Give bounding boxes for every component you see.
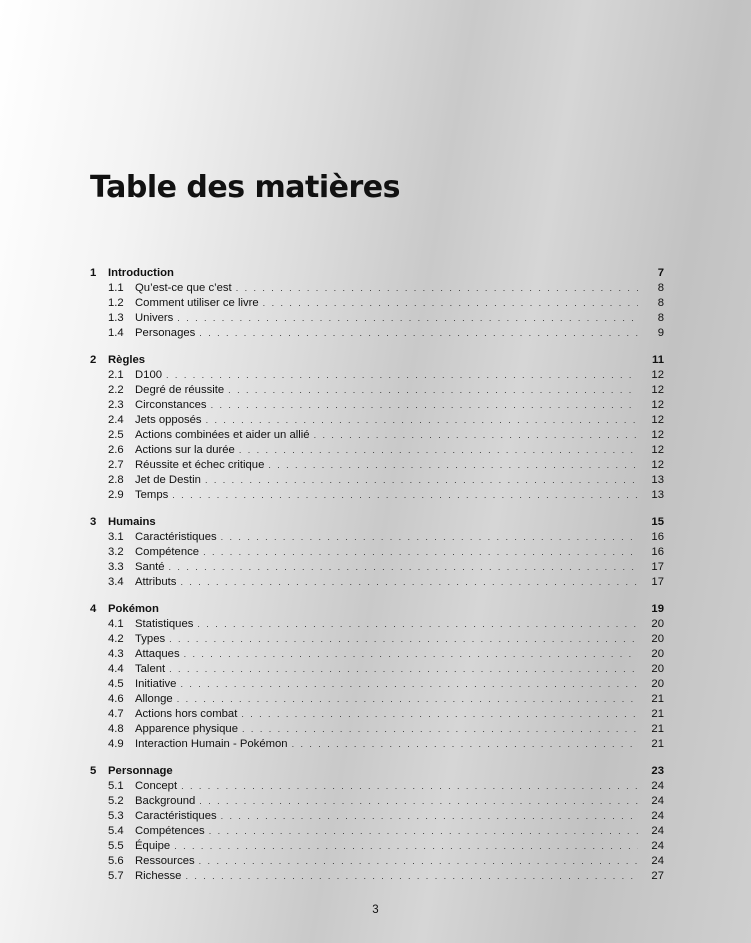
section-title: Background (135, 795, 196, 807)
dot-leader (184, 647, 638, 662)
dot-leader (169, 632, 638, 647)
section-number: 2.1 (108, 369, 124, 381)
section-number: 2.3 (108, 399, 124, 411)
toc-section-entry[interactable] (90, 413, 664, 428)
section-page: 24 (651, 855, 664, 867)
dot-leader (228, 383, 638, 398)
section-title: Circonstances (135, 399, 207, 411)
chapter-page: 15 (651, 516, 664, 528)
section-number: 2.7 (108, 459, 124, 471)
dot-leader (292, 737, 638, 752)
section-number: 5.4 (108, 825, 124, 837)
toc-section-entry[interactable] (90, 677, 664, 692)
chapter-number: 5 (90, 765, 97, 777)
toc-chapter (90, 353, 664, 503)
section-number: 4.5 (108, 678, 124, 690)
section-page: 20 (651, 618, 664, 630)
dot-leader (169, 662, 638, 677)
section-title: Apparence physique (135, 723, 239, 735)
section-title: Talent (135, 663, 166, 675)
section-number: 3.3 (108, 561, 124, 573)
dot-leader (177, 692, 638, 707)
section-page: 16 (651, 546, 664, 558)
toc-chapter (90, 602, 664, 752)
section-title: Comment utiliser ce livre (135, 297, 259, 309)
section-number: 4.1 (108, 618, 124, 630)
dot-leader (203, 545, 638, 560)
toc-section-entry[interactable] (90, 326, 664, 341)
dot-leader (181, 779, 638, 794)
section-page: 12 (651, 399, 664, 411)
section-title: Initiative (135, 678, 177, 690)
toc-section-entry[interactable] (90, 854, 664, 869)
dot-leader (221, 530, 638, 545)
section-page: 12 (651, 459, 664, 471)
section-page: 17 (651, 561, 664, 573)
chapter-title: Humains (108, 516, 156, 528)
toc-section-entry[interactable] (90, 824, 664, 839)
section-number: 4.4 (108, 663, 124, 675)
toc-chapter-entry[interactable] (90, 602, 664, 617)
dot-leader (185, 869, 638, 884)
section-title: Compétence (135, 546, 200, 558)
section-number: 2.5 (108, 429, 124, 441)
section-number: 4.2 (108, 633, 124, 645)
section-number: 4.7 (108, 708, 124, 720)
section-title: Qu’est-ce que c’est (135, 282, 232, 294)
page-number: 3 (372, 904, 379, 916)
section-number: 4.9 (108, 738, 124, 750)
section-number: 2.8 (108, 474, 124, 486)
section-title: Jets opposés (135, 414, 202, 426)
section-number: 5.3 (108, 810, 124, 822)
section-title: Ressources (135, 855, 195, 867)
dot-leader (221, 809, 638, 824)
dot-leader (236, 281, 638, 296)
dot-leader (174, 839, 638, 854)
toc-section-entry[interactable] (90, 632, 664, 647)
toc-chapter (90, 266, 664, 341)
toc-section-entry[interactable] (90, 575, 664, 590)
toc-section-entry[interactable] (90, 722, 664, 737)
toc-section-entry[interactable] (90, 869, 664, 884)
section-title: Actions hors combat (135, 708, 238, 720)
section-number: 4.6 (108, 693, 124, 705)
section-number: 5.7 (108, 870, 124, 882)
section-title: Santé (135, 561, 165, 573)
section-page: 9 (657, 327, 664, 339)
section-page: 20 (651, 678, 664, 690)
section-title: D100 (135, 369, 163, 381)
section-page: 12 (651, 429, 664, 441)
toc-section-entry[interactable] (90, 662, 664, 677)
dot-leader (199, 794, 638, 809)
dot-leader (180, 575, 638, 590)
section-title: Types (135, 633, 166, 645)
section-number: 3.1 (108, 531, 124, 543)
section-page: 13 (651, 489, 664, 501)
section-page: 20 (651, 633, 664, 645)
chapter-title: Pokémon (108, 603, 159, 615)
dot-leader (241, 707, 638, 722)
section-page: 20 (651, 663, 664, 675)
toc-section-entry[interactable] (90, 794, 664, 809)
section-page: 24 (651, 840, 664, 852)
toc-chapter (90, 515, 664, 590)
dot-leader (199, 326, 638, 341)
section-page: 21 (651, 708, 664, 720)
section-number: 5.6 (108, 855, 124, 867)
chapter-page: 11 (652, 354, 664, 366)
toc-section-entry[interactable] (90, 488, 664, 503)
chapter-title: Règles (108, 354, 146, 366)
section-number: 2.4 (108, 414, 124, 426)
section-number: 5.1 (108, 780, 124, 792)
dot-leader (180, 677, 638, 692)
section-page: 12 (651, 384, 664, 396)
section-page: 12 (651, 414, 664, 426)
chapter-page: 19 (651, 603, 664, 615)
toc-section-entry[interactable] (90, 692, 664, 707)
page-title: Table des matières (90, 170, 400, 205)
section-title: Compétences (135, 825, 205, 837)
toc-chapter-entry[interactable] (90, 353, 664, 368)
chapter-page: 7 (657, 267, 664, 279)
toc-section-entry[interactable] (90, 779, 664, 794)
dot-leader (199, 854, 638, 869)
section-title: Concept (135, 780, 178, 792)
dot-leader (239, 443, 638, 458)
toc-section-entry[interactable] (90, 443, 664, 458)
toc-section-entry[interactable] (90, 839, 664, 854)
section-title: Caractéristiques (135, 810, 217, 822)
toc-section-entry[interactable] (90, 647, 664, 662)
section-page: 12 (651, 369, 664, 381)
toc-section-entry[interactable] (90, 473, 664, 488)
section-number: 3.2 (108, 546, 124, 558)
dot-leader (205, 473, 638, 488)
section-title: Actions combinées et aider un allié (135, 429, 310, 441)
toc-chapter-entry[interactable] (90, 266, 664, 281)
dot-leader (268, 458, 638, 473)
toc-section-entry[interactable] (90, 368, 664, 383)
section-title: Temps (135, 489, 169, 501)
section-page: 24 (651, 810, 664, 822)
section-number: 5.5 (108, 840, 124, 852)
section-page: 8 (657, 312, 664, 324)
toc-chapter-entry[interactable] (90, 764, 664, 779)
section-title: Actions sur la durée (135, 444, 235, 456)
chapter-number: 1 (90, 267, 97, 279)
toc-section-entry[interactable] (90, 809, 664, 824)
section-title: Caractéristiques (135, 531, 217, 543)
section-page: 13 (651, 474, 664, 486)
section-number: 3.4 (108, 576, 124, 588)
section-title: Jet de Destin (135, 474, 201, 486)
toc-section-entry[interactable] (90, 281, 664, 296)
section-page: 8 (657, 297, 664, 309)
dot-leader (242, 722, 638, 737)
dot-leader (206, 413, 638, 428)
section-page: 21 (651, 693, 664, 705)
section-title: Degré de réussite (135, 384, 225, 396)
section-number: 5.2 (108, 795, 124, 807)
section-title: Interaction Humain - Pokémon (135, 738, 288, 750)
chapter-number: 3 (90, 516, 97, 528)
section-page: 24 (651, 795, 664, 807)
section-title: Richesse (135, 870, 182, 882)
toc-section-entry[interactable] (90, 737, 664, 752)
table-of-contents (90, 266, 664, 896)
toc-section-entry[interactable] (90, 530, 664, 545)
section-title: Allonge (135, 693, 173, 705)
section-number: 4.8 (108, 723, 124, 735)
toc-chapter-entry[interactable] (90, 515, 664, 530)
section-title: Univers (135, 312, 174, 324)
dot-leader (197, 617, 638, 632)
section-page: 8 (657, 282, 664, 294)
section-page: 17 (651, 576, 664, 588)
section-number: 1.3 (108, 312, 124, 324)
toc-section-entry[interactable] (90, 398, 664, 413)
section-number: 2.2 (108, 384, 124, 396)
chapter-number: 2 (90, 354, 97, 366)
toc-section-entry[interactable] (90, 617, 664, 632)
section-page: 12 (651, 444, 664, 456)
section-page: 24 (651, 825, 664, 837)
dot-leader (177, 311, 638, 326)
dot-leader (263, 296, 638, 311)
section-title: Statistiques (135, 618, 194, 630)
dot-leader (172, 488, 638, 503)
dot-leader (166, 368, 638, 383)
section-page: 16 (651, 531, 664, 543)
chapter-number: 4 (90, 603, 97, 615)
chapter-title: Introduction (108, 267, 174, 279)
section-page: 24 (651, 780, 664, 792)
dot-leader (211, 398, 638, 413)
section-page: 27 (651, 870, 664, 882)
dot-leader (169, 560, 638, 575)
section-number: 2.6 (108, 444, 124, 456)
section-number: 1.2 (108, 297, 124, 309)
section-title: Personages (135, 327, 196, 339)
section-title: Réussite et échec critique (135, 459, 265, 471)
toc-section-entry[interactable] (90, 707, 664, 722)
toc-section-entry[interactable] (90, 383, 664, 398)
toc-section-entry[interactable] (90, 428, 664, 443)
toc-section-entry[interactable] (90, 545, 664, 560)
toc-section-entry[interactable] (90, 296, 664, 311)
section-number: 1.1 (108, 282, 124, 294)
toc-section-entry[interactable] (90, 311, 664, 326)
section-title: Équipe (135, 840, 171, 852)
chapter-page: 23 (651, 765, 664, 777)
section-number: 2.9 (108, 489, 124, 501)
toc-chapter (90, 764, 664, 884)
dot-leader (314, 428, 638, 443)
section-title: Attributs (135, 576, 177, 588)
section-number: 1.4 (108, 327, 124, 339)
toc-section-entry[interactable] (90, 560, 664, 575)
chapter-title: Personnage (108, 765, 173, 777)
section-page: 21 (651, 723, 664, 735)
section-title: Attaques (135, 648, 180, 660)
section-page: 21 (651, 738, 664, 750)
section-page: 20 (651, 648, 664, 660)
toc-section-entry[interactable] (90, 458, 664, 473)
section-number: 4.3 (108, 648, 124, 660)
dot-leader (209, 824, 638, 839)
